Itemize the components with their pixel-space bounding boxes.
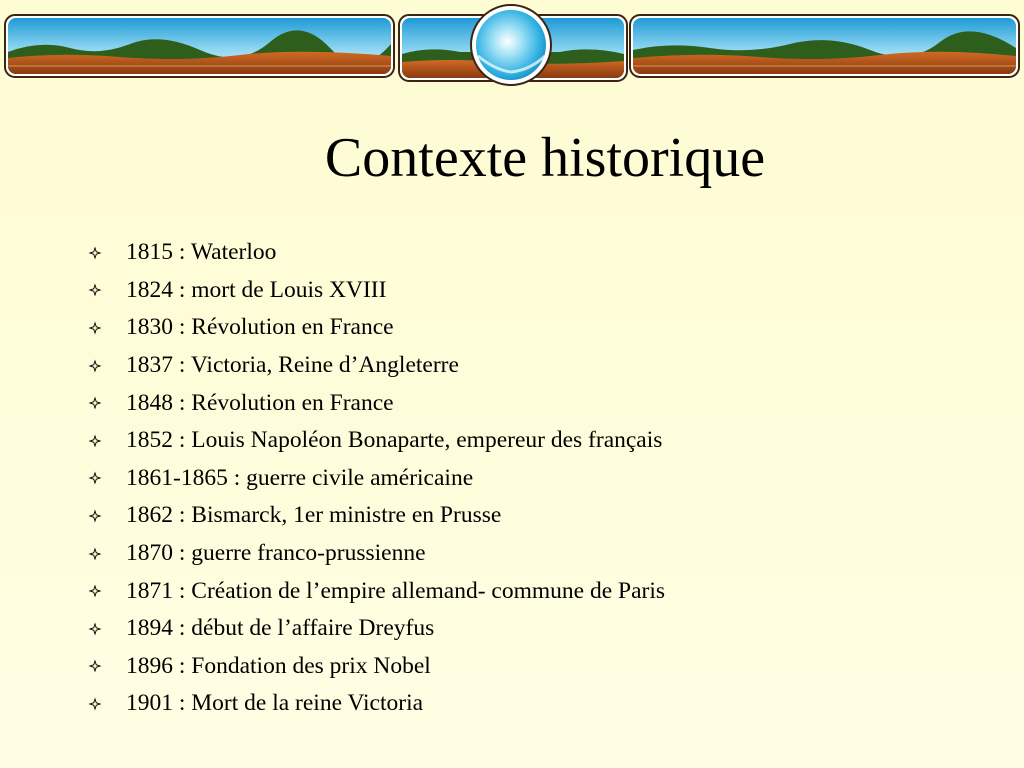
- banner-panel-right: [630, 15, 1019, 77]
- list-item: [88, 572, 665, 610]
- list-item: [88, 460, 665, 498]
- slide-title: Contexte historique: [324, 127, 766, 189]
- list-item: [88, 384, 665, 422]
- diamond-bullet-icon: [88, 584, 126, 598]
- list-item: [88, 535, 665, 573]
- list-item-text: 1861-1865 : guerre civile américaine: [126, 464, 474, 491]
- list-item: [88, 347, 665, 385]
- diamond-bullet-icon: [88, 547, 126, 561]
- diamond-bullet-icon: [88, 471, 126, 485]
- list-item-text: 1871 : Création de l’empire allemand- commune de Paris: [126, 577, 666, 604]
- diamond-bullet-icon: [88, 622, 126, 636]
- list-item-text: 1896 : Fondation des prix Nobel: [126, 652, 431, 679]
- list-item-text: 1815 : Waterloo: [126, 239, 277, 266]
- list-item-text: 1862 : Bismarck, 1er ministre en Prusse: [126, 502, 502, 529]
- list-item: [88, 272, 665, 310]
- diamond-bullet-icon: [88, 697, 126, 711]
- diamond-bullet-icon: [88, 659, 126, 673]
- globe-icon: [471, 5, 551, 85]
- landscape-banner: [0, 0, 1024, 100]
- diamond-bullet-icon: [88, 283, 126, 297]
- banner-panel-left: [5, 15, 394, 77]
- list-item-text: 1848 : Révolution en France: [126, 389, 394, 416]
- events-list: [88, 234, 665, 723]
- list-item: [88, 309, 665, 347]
- list-item: [88, 234, 665, 272]
- list-item: [88, 422, 665, 460]
- list-item-text: 1852 : Louis Napoléon Bonaparte, empereur des français: [126, 427, 663, 454]
- diamond-bullet-icon: [88, 359, 126, 373]
- list-item: [88, 648, 665, 686]
- diamond-bullet-icon: [88, 321, 126, 335]
- list-item-text: 1870 : guerre franco-prussienne: [126, 540, 426, 567]
- diamond-bullet-icon: [88, 434, 126, 448]
- diamond-bullet-icon: [88, 246, 126, 260]
- list-item: [88, 610, 665, 648]
- list-item-text: 1837 : Victoria, Reine d’Angleterre: [126, 352, 459, 379]
- list-item-text: 1901 : Mort de la reine Victoria: [126, 690, 424, 717]
- list-item-text: 1824 : mort de Louis XVIII: [126, 276, 387, 303]
- diamond-bullet-icon: [88, 509, 126, 523]
- list-item: [88, 497, 665, 535]
- list-item-text: 1830 : Révolution en France: [126, 314, 394, 341]
- list-item: [88, 685, 665, 723]
- diamond-bullet-icon: [88, 396, 126, 410]
- list-item-text: 1894 : début de l’affaire Dreyfus: [126, 615, 435, 642]
